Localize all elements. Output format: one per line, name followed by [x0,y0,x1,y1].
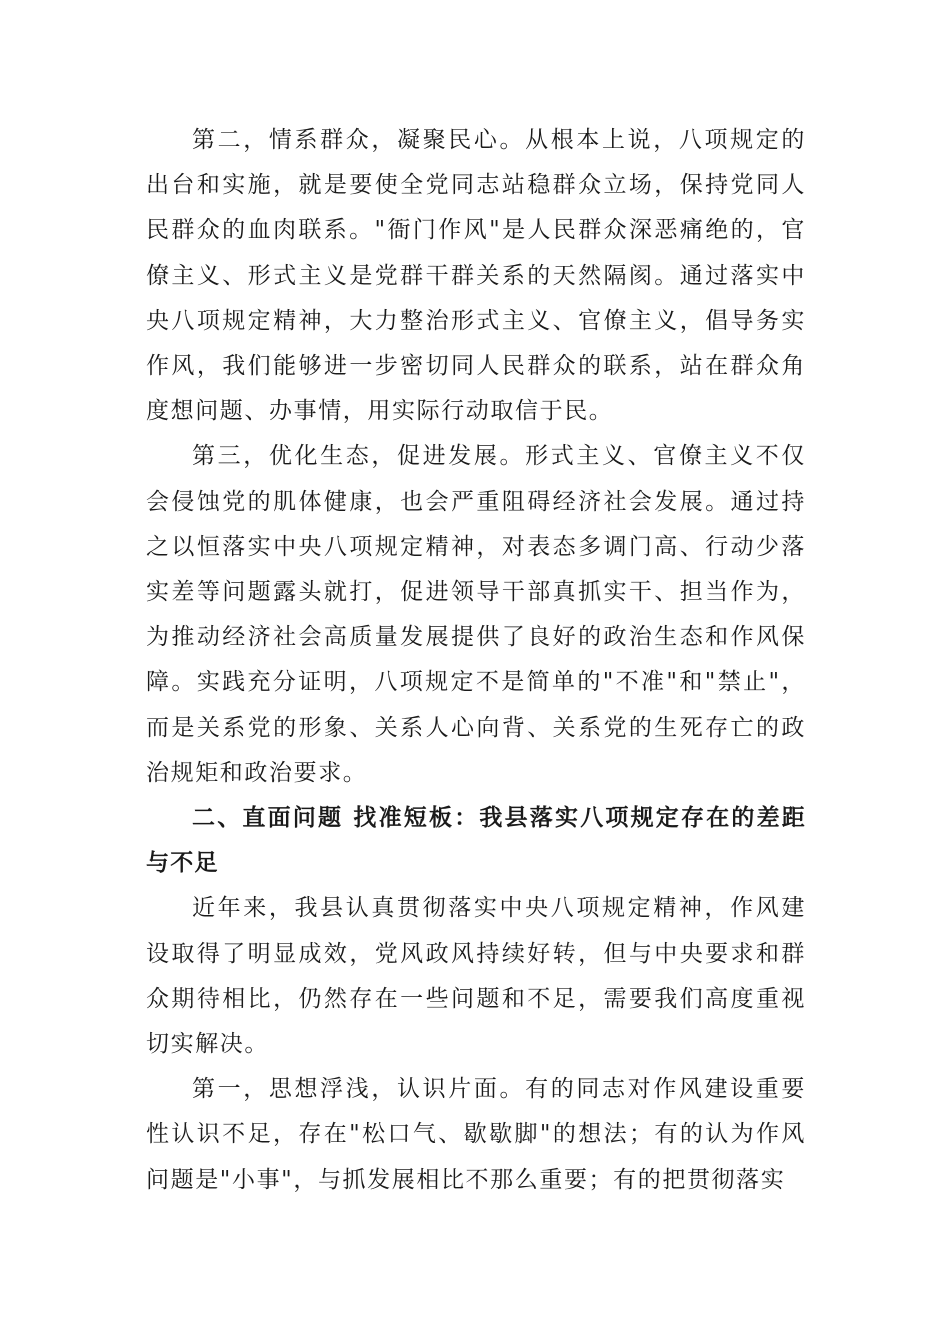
document-page [146,118,806,1203]
paragraph-first-point: 第一，思想浮浅，认识片面。有的同志对作风建设重要性认识不足，存在"松口气、歇歇脚"的想法；有的认为作风问题是"小事"，与抓发展相比不那么重要；有的把贯彻落实 [146,1076,806,1193]
paragraph-second-point: 第二，情系群众，凝聚民心。从根本上说，八项规定的出台和实施，就是要使全党同志站稳群众立场，保持党同人民群众的血肉联系。"衙门作风"是人民群众深恶痛绝的，官僚主义、形式主义是党群干群关系的天然隔阂。通过落实中央八项规定精神，大力整治形式主义、官僚主义，倡导务实作风，我们能够进一步密切同人民群众的联系，站在群众角度想问题、办事情，用实际行动取信于民。 [146,127,806,425]
section-heading: 二、直面问题 找准短板：我县落实八项规定存在的差距与不足 [146,805,806,877]
paragraph-intro: 近年来，我县认真贯彻落实中央八项规定精神，作风建设取得了明显成效，党风政风持续好转，但与中央要求和群众期待相比，仍然存在一些问题和不足，需要我们高度重视切实解决。 [146,895,806,1058]
paragraph-third-point: 第三，优化生态，促进发展。形式主义、官僚主义不仅会侵蚀党的肌体健康，也会严重阻碍经济社会发展。通过持之以恒落实中央八项规定精神，对表态多调门高、行动少落实差等问题露头就打，促进领导干部真抓实干、担当作为，为推动经济社会高质量发展提供了良好的政治生态和作风保障。实践充分证明，八项规定不是简单的"不准"和"禁止"，而是关系党的形象、关系人心向背、关系党的生死存亡的政治规矩和政治要求。 [146,443,806,786]
